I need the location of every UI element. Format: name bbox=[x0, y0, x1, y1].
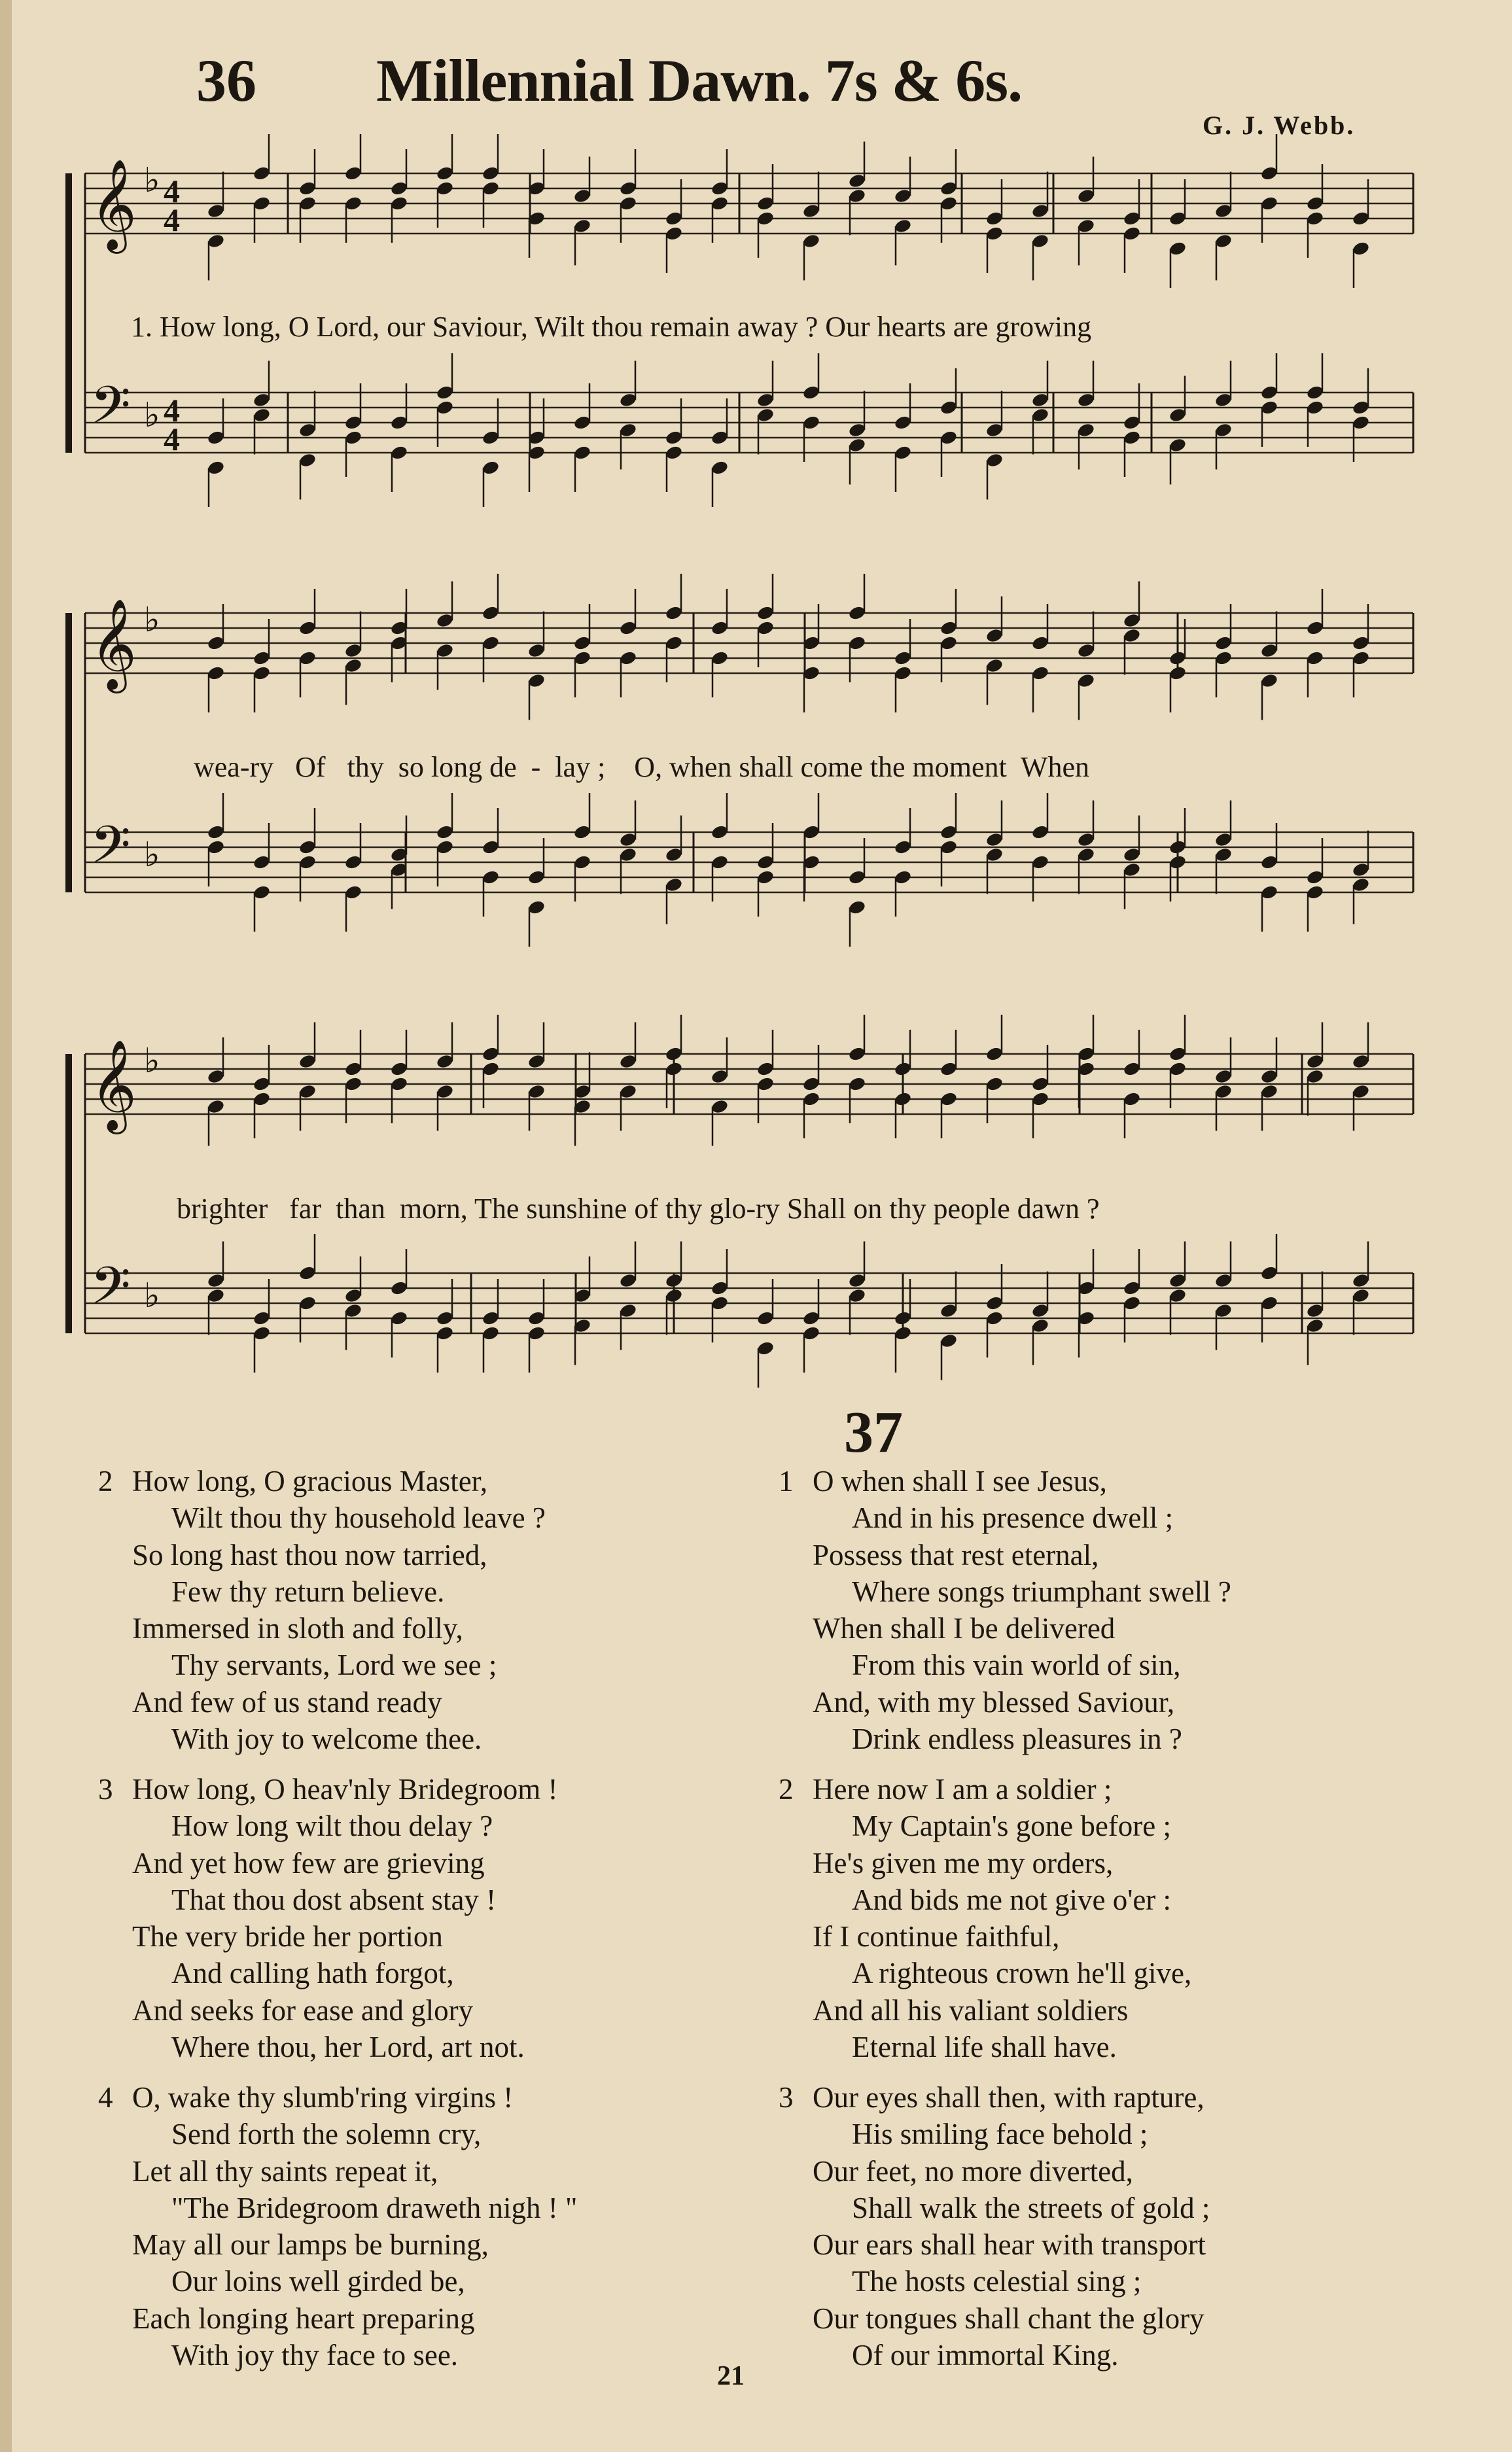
flat-key-signature: ♭ bbox=[144, 837, 160, 874]
stanza-line: Our feet, no more diverted, bbox=[813, 2154, 1133, 2188]
stanza-line: Shall walk the streets of gold ; bbox=[852, 2191, 1210, 2224]
treble-clef: 𝄞 bbox=[90, 1040, 137, 1130]
stanza-line: Where songs triumphant swell ? bbox=[852, 1575, 1231, 1608]
composer: G. J. Webb. bbox=[1203, 111, 1356, 140]
stanza-line: How long, O gracious Master, bbox=[132, 1465, 488, 1497]
hymn-number: 36 bbox=[196, 47, 256, 114]
stanza-line: Eternal life shall have. bbox=[852, 2031, 1117, 2064]
stanza-line: May all our lamps be burning, bbox=[132, 2228, 489, 2262]
stanza-line: And seeks for ease and glory bbox=[132, 1993, 474, 2027]
stanza-line: Our tongues shall chant the glory bbox=[813, 2302, 1204, 2335]
treble-clef: 𝄞 bbox=[90, 599, 137, 690]
stanza-line: That thou dost absent stay ! bbox=[171, 1883, 497, 1916]
stanza-line: "The Bridegroom draweth nigh ! " bbox=[171, 2191, 578, 2224]
flat-key-signature: ♭ bbox=[144, 1043, 160, 1080]
stanza-line: A righteous crown he'll give, bbox=[852, 1957, 1192, 1990]
stanza-line: How long wilt thou delay ? bbox=[171, 1810, 493, 1843]
stanza-line: And in his presence dwell ; bbox=[852, 1501, 1174, 1535]
stanza-line: From this vain world of sin, bbox=[852, 1649, 1181, 1682]
flat-key-signature: ♭ bbox=[144, 602, 160, 639]
lyric-line-1: 1. How long, O Lord, our Saviour, Wilt thou remain away ? Our hearts are growing bbox=[131, 311, 1092, 343]
time-signature: 4 bbox=[164, 421, 180, 457]
bass-clef: 𝄢 bbox=[90, 814, 131, 888]
stanza-line: And all his valiant soldiers bbox=[813, 1993, 1129, 2027]
stanza-line: Where thou, her Lord, art not. bbox=[171, 2031, 525, 2064]
stanza-line: The hosts celestial sing ; bbox=[852, 2265, 1142, 2298]
system-bracket bbox=[65, 613, 72, 892]
flat-key-signature: ♭ bbox=[144, 397, 160, 434]
stanza-number: 1 bbox=[779, 1465, 794, 1497]
stanza-line: Of our immortal King. bbox=[852, 2339, 1119, 2372]
stanza-line: Let all thy saints repeat it, bbox=[132, 2154, 438, 2188]
lyric-line-3: brighter far than morn, The sunshine of thy glo-ry Shall on thy people dawn ? bbox=[177, 1193, 1100, 1225]
stanza-line: And few of us stand ready bbox=[132, 1685, 442, 1719]
time-signature: 4 bbox=[164, 173, 180, 209]
bass-clef: 𝄢 bbox=[90, 375, 131, 448]
stanza-line: Thy servants, Lord we see ; bbox=[171, 1649, 497, 1682]
system-bracket bbox=[65, 173, 72, 453]
stanza-line: How long, O heav'nly Bridegroom ! bbox=[132, 1773, 558, 1806]
stanza-line: And calling hath forgot, bbox=[171, 1957, 454, 1990]
stanza-line: Few thy return believe. bbox=[171, 1575, 445, 1608]
time-signature: 4 bbox=[164, 201, 180, 238]
bass-clef: 𝄢 bbox=[90, 1255, 131, 1329]
stanza-number: 2 bbox=[779, 1773, 794, 1806]
stanza-line: With joy thy face to see. bbox=[171, 2339, 459, 2372]
stanza-line: With joy to welcome thee. bbox=[171, 1723, 482, 1756]
stanza-line: Drink endless pleasures in ? bbox=[852, 1723, 1182, 1756]
lyric-line-2: wea-ry Of thy so long de - lay ; O, when shall come the moment When bbox=[194, 751, 1089, 783]
stanza-line: And bids me not give o'er : bbox=[852, 1883, 1172, 1916]
flat-key-signature: ♭ bbox=[144, 162, 160, 200]
flat-key-signature: ♭ bbox=[144, 1278, 160, 1315]
stanza-number: 3 bbox=[98, 1773, 113, 1806]
stanza-line: His smiling face behold ; bbox=[852, 2118, 1148, 2151]
stanza-line: Wilt thou thy household leave ? bbox=[171, 1501, 546, 1535]
stanza-line: Immersed in sloth and folly, bbox=[132, 1612, 463, 1645]
stanza-line: He's given me my orders, bbox=[813, 1846, 1114, 1880]
stanza-line: Our eyes shall then, with rapture, bbox=[813, 2081, 1204, 2114]
stanza-line: And, with my blessed Saviour, bbox=[813, 1685, 1175, 1719]
time-signature: 4 bbox=[164, 392, 180, 429]
stanza-number: 4 bbox=[98, 2081, 113, 2114]
hymn-title: Millennial Dawn. 7s & 6s. bbox=[376, 47, 1023, 114]
stanza-line: Our ears shall hear with transport bbox=[813, 2228, 1206, 2262]
stanza-line: O when shall I see Jesus, bbox=[813, 1465, 1107, 1497]
hymn-37-number: 37 bbox=[844, 1400, 903, 1465]
page-number: 21 bbox=[717, 2361, 745, 2391]
stanza-line: When shall I be delivered bbox=[813, 1612, 1116, 1645]
stanza-line: If I continue faithful, bbox=[813, 1920, 1060, 1953]
stanza-line: The very bride her portion bbox=[132, 1920, 443, 1953]
stanza-line: O, wake thy slumb'ring virgins ! bbox=[132, 2081, 514, 2114]
stanza-line: Each longing heart preparing bbox=[132, 2302, 475, 2335]
stanza-line: My Captain's gone before ; bbox=[852, 1810, 1171, 1843]
stanza-line: And yet how few are grieving bbox=[132, 1846, 485, 1880]
stanza-number: 2 bbox=[98, 1465, 113, 1497]
stanza-line: Send forth the solemn cry, bbox=[171, 2118, 482, 2151]
stanza-line: Our loins well girded be, bbox=[171, 2265, 465, 2298]
system-bracket bbox=[65, 1054, 72, 1333]
treble-clef: 𝄞 bbox=[90, 159, 137, 250]
stanza-line: Possess that rest eternal, bbox=[813, 1538, 1099, 1571]
stanza-line: Here now I am a soldier ; bbox=[813, 1773, 1112, 1806]
stanza-number: 3 bbox=[779, 2081, 794, 2114]
stanza-line: So long hast thou now tarried, bbox=[132, 1538, 487, 1571]
